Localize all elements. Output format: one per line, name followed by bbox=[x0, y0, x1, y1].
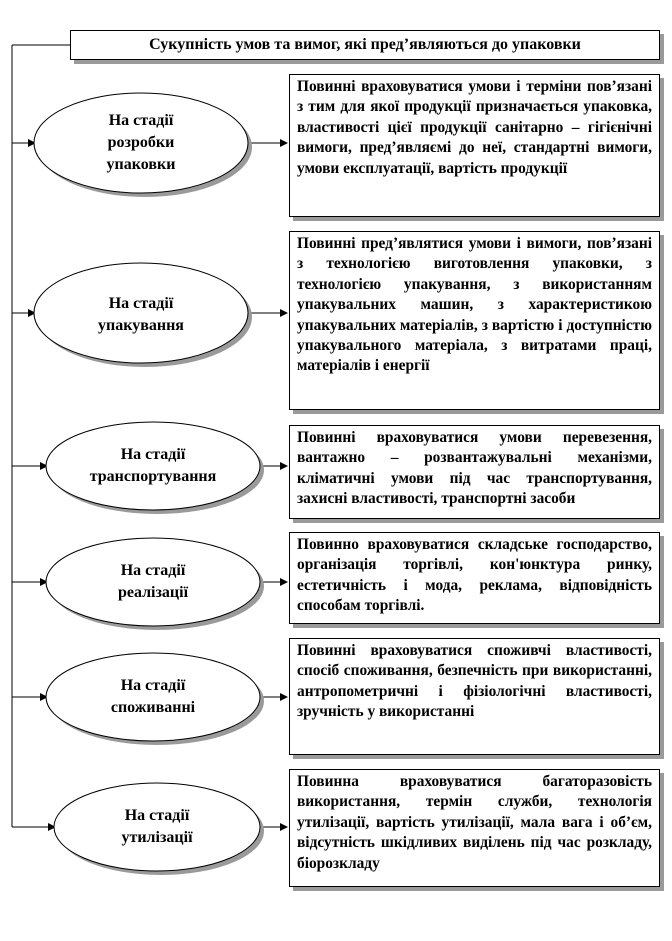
stage-1-label: На стадії розробки упаковки bbox=[106, 112, 176, 173]
stage-3-label: На стадії транспортування bbox=[89, 446, 217, 485]
stage-1-description: Повинні враховуватися умови і терміни пов’язані з тим для якої продукції призначається упаковка, властивості цієї продукції санітарно – гігієнічні вимоги, пред’являємі до неї, стандартні вимоги, умови експлуатації, вартість продукції bbox=[289, 74, 660, 217]
stage-4-label: На стадії реалізації bbox=[117, 562, 189, 601]
stage-6-description: Повинна враховуватися багаторазовість використання, термін служби, технологія утилізації, вартість утилізації, мала вага і об’єм, відсутність шкідливих виділень під час розкладу, біорозкладу bbox=[289, 769, 660, 887]
stage-5-label: На стадії споживанні bbox=[110, 677, 196, 716]
stage-2-label: На стадії упакування bbox=[98, 295, 184, 334]
diagram-title: Сукупність умов та вимог, які пред’являються до упаковки bbox=[70, 30, 660, 60]
stage-5-description: Повинні враховуватися споживчі властивості, спосіб споживання, безпечність при використанні, антропометричні і фізіологічні властивості, зручність у використанні bbox=[289, 638, 660, 755]
stage-6-label: На стадії утилізації bbox=[121, 807, 193, 846]
stage-2-description: Повинні пред’являтися умови і вимоги, пов’язані з технологією виготовлення упаковки, з технологією упакування, з використанням упакувальних машин, з характеристикою упакувальних матеріалів, з вартістю і доступністю упакувального матеріала, з витратами праці, матеріалів і енергії bbox=[289, 231, 660, 410]
stage-3-description: Повинні враховуватися умови перевезення, вантажно – розвантажувальні механізми, кліматичні умови під час транспортування, захисні властивості, транспортні засоби bbox=[289, 425, 660, 519]
stage-4-description: Повинно враховуватися складське господарство, організація торгівлі, кон'юнктура ринку, естетичність і мода, реклама, відповідність способам торгівлі. bbox=[289, 532, 660, 624]
